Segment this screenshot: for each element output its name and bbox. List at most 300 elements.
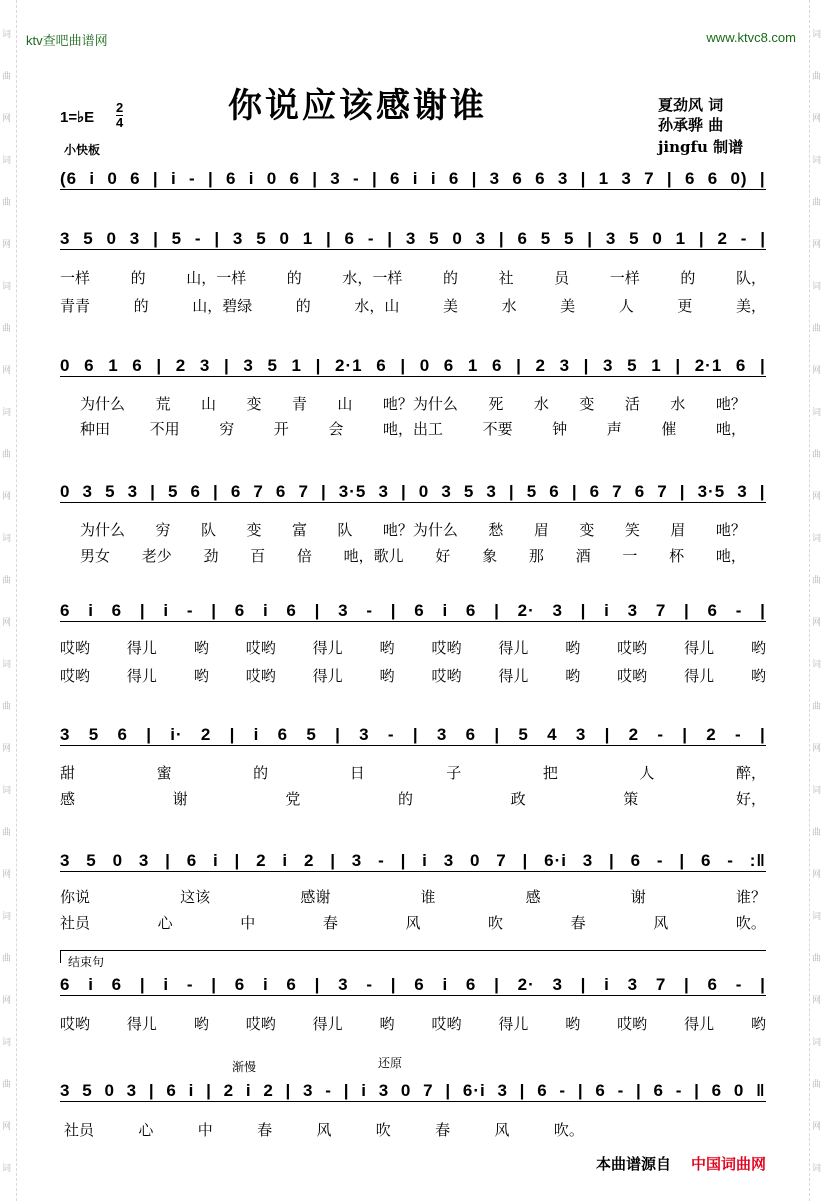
token: 党 [285,790,301,808]
token: 6 [465,601,477,620]
token: 3 [60,229,71,248]
token: | [471,169,478,188]
arranger-credit: jingfu 制谱 [658,138,744,156]
token: 3 [243,356,254,375]
tempo-marking: 小快板 [64,143,101,157]
token: 变 [579,395,595,413]
token: 6 [465,975,477,994]
token: 哎哟 [617,667,648,685]
token: 美， [735,297,766,315]
token: i [163,601,170,620]
token: 6 [84,356,95,375]
token: | [580,601,587,620]
token: 0 [400,1081,412,1100]
token: | [152,169,159,188]
token: 穷 [219,420,235,438]
token: | [139,975,146,994]
token: | [494,601,500,620]
token: 会 [328,420,344,438]
token: 吹。 [735,914,766,932]
token: 哎哟 [60,667,91,685]
token: 3 [232,229,244,248]
token: i [262,975,269,994]
token: 6 [630,851,642,870]
side-watermark-glyph: 网 [2,618,12,628]
token: 中 [197,1121,213,1139]
token: | [153,229,159,248]
notation-line [60,1078,766,1108]
token: 3 [441,482,452,501]
a-tempo-marking: 还原 [378,1056,403,1070]
token: 6 [414,975,425,994]
token: 5 [627,356,638,375]
token: 吔，出工 [382,420,443,438]
key-signature: 1=♭E [60,109,95,126]
lyricist-credit: 夏劲风 词 [658,96,724,114]
token: 的 [133,297,149,315]
token: 不要 [482,420,513,438]
token: 6 [186,851,198,870]
lyric-verse-2 [60,912,766,933]
token: 的 [295,297,311,315]
token: | [156,356,163,375]
notation-line [60,848,766,878]
token: | [759,482,766,501]
side-watermark-glyph: 网 [812,366,822,376]
site-watermark-right: www.ktvc8.com [706,30,796,45]
token: 2 [303,851,315,870]
token: | [207,169,214,188]
token: 3 [486,482,497,501]
token: 1 [675,229,687,248]
token: - [735,975,743,994]
token: | [445,1081,452,1100]
token: 2 [200,725,212,744]
token: 得儿 [684,639,715,657]
token: i [442,601,449,620]
token: | [498,229,505,248]
token: 5 [306,725,317,744]
side-watermark-glyph: 网 [2,492,12,502]
token: 2 [628,725,640,744]
side-watermark-glyph: 曲 [812,828,822,838]
token: - [366,601,373,620]
token: :‖ [749,851,766,870]
token: 2 [256,851,267,870]
token: 哎哟 [617,1015,648,1033]
token: 6 [443,356,455,375]
token: 哟 [565,1015,581,1033]
side-watermark-glyph: 词 [812,660,822,670]
token: i· [170,725,183,744]
token: 5 [518,725,529,744]
token: | [759,169,766,188]
token: | [234,851,241,870]
token: 3 [60,725,71,744]
token: 水 [501,297,517,315]
token: 为什么 [80,521,126,539]
token: 6 [230,482,242,501]
token: 5 [540,229,552,248]
token: 变 [579,521,595,539]
token: 6 [130,169,141,188]
token: 人 [618,297,634,315]
side-watermark-glyph: 词 [812,156,822,166]
token: 队 [337,521,353,539]
token: 劲 [203,547,219,565]
token: 4 [547,725,558,744]
token: 老少 [141,547,172,565]
token: | [372,169,378,188]
token: - [657,725,664,744]
token: 5 [629,229,640,248]
token: 2 [717,229,728,248]
token: 的 [130,269,146,287]
token: 5 [463,482,475,501]
token: | [343,1081,350,1100]
token: 山 [200,395,216,413]
side-watermark-glyph: 词 [2,1164,12,1174]
token: 哎哟 [60,1015,91,1033]
token: 0 [279,229,290,248]
token: 6 [414,601,425,620]
lyric-verse-1 [60,1013,766,1034]
token: | [325,229,332,248]
time-signature [116,101,123,130]
token: 醉， [735,764,766,782]
token: 3 [82,482,93,501]
side-watermark-glyph: 曲 [812,72,822,82]
token: 策 [623,790,639,808]
lyric-verse-2 [60,665,766,686]
token: 酒 [575,547,591,565]
token: | [577,1081,584,1100]
token: 得儿 [126,639,157,657]
token: 队， [735,269,766,287]
token: 5 [83,229,94,248]
source-credit [596,1153,766,1174]
token: 5 [167,482,179,501]
token: | [314,601,321,620]
side-watermark-glyph: 曲 [812,450,822,460]
token: | [330,851,336,870]
token: 3 [359,725,370,744]
token: | [580,169,587,188]
notation-line [60,166,766,196]
token: | [679,482,686,501]
token: 眉 [533,521,549,539]
notation-line [60,353,766,383]
token: i [88,975,94,994]
token: 5 [564,229,575,248]
lyric-verse-1 [60,267,766,288]
token: 5 [256,229,267,248]
token: 死 [488,395,504,413]
lyric-verse-1 [80,519,746,540]
token: 活 [624,395,640,413]
token: 中 [240,914,256,932]
token: 穷 [155,521,171,539]
side-watermark-glyph: 曲 [812,1080,822,1090]
token: 7 [655,975,667,994]
source-label: 本曲谱源自 [596,1155,672,1173]
token: | [522,851,529,870]
token: i [212,851,219,870]
token: ‖ [756,1081,766,1100]
token: 6 [448,169,460,188]
rhythm-underline [60,995,766,996]
token: | [760,229,766,248]
token: 风 [494,1121,510,1139]
token: i [245,1081,252,1100]
token: 0 [419,356,431,375]
token: 3 [303,1081,314,1100]
token: 哟 [193,1015,209,1033]
token: 你说 [60,888,91,906]
token: | [400,482,407,501]
site-watermark-left: ktv查吧曲谱网 [26,33,108,48]
token: 1 [291,356,302,375]
token: 为什么 [80,395,126,413]
token: 一样 [609,269,640,287]
token: 队 [200,521,216,539]
side-watermark-glyph: 词 [812,912,822,922]
token: 社员 [60,914,91,932]
notation-line [60,972,766,1002]
token: 6 [111,975,123,994]
token: 感 [525,888,541,906]
token: 美 [442,297,458,315]
rhythm-underline [60,249,766,250]
ending-bracket [60,950,766,951]
lyric-verse-2 [60,788,766,809]
token: 3 [351,851,363,870]
token: 日 [349,764,365,782]
ending-label: 结束句 [68,955,105,969]
token: - [186,975,194,994]
token: 3 [60,1081,71,1100]
token: 吔？为什么 [382,521,458,539]
token: - [366,975,373,994]
notation-line [60,479,766,509]
token: 风 [653,914,669,932]
token: | [165,851,171,870]
token: 6 [517,229,528,248]
token: i [604,601,610,620]
token: 6 [653,1081,664,1100]
side-watermark-glyph: 曲 [812,198,822,208]
token: 百 [250,547,266,565]
token: 哟 [193,639,209,657]
token: i [442,975,449,994]
token: i [430,169,437,188]
side-watermark-glyph: 曲 [812,324,822,334]
token: 3 [621,169,632,188]
token: 6 [286,601,297,620]
token: 2 [175,356,187,375]
token: i [422,851,428,870]
token: 的 [286,269,302,287]
token: 3 [126,1081,138,1100]
token: 3 [443,851,455,870]
side-watermark-glyph: 词 [812,534,822,544]
token: 笑 [624,521,640,539]
side-watermark-glyph: 曲 [812,576,822,586]
token: 荒 [155,395,171,413]
token: 0 [418,482,430,501]
token: 变 [246,521,262,539]
token: 的 [253,764,269,782]
token: 6 [700,851,712,870]
side-watermark-glyph: 曲 [2,702,12,712]
token: 3 [603,356,614,375]
token: - [353,169,360,188]
token: 男女 [80,547,111,565]
token: | [148,1081,155,1100]
token: - [735,725,742,744]
token: 7 [655,601,667,620]
token: | [390,975,397,994]
rhythm-underline [60,502,766,503]
token: 7 [423,1081,434,1100]
lyric-verse-1 [60,762,766,783]
token: 政 [510,790,526,808]
side-watermark-glyph: 词 [812,1164,822,1174]
token: 2 [706,725,717,744]
token: 哟 [565,639,581,657]
token: | [223,356,230,375]
token: 那 [528,547,544,565]
token: 3 [405,229,417,248]
token: 6 [535,169,546,188]
token: 7 [657,482,668,501]
token: 6 [376,356,387,375]
composer-credit: 孙承骅 曲 [658,116,724,134]
token: 3 [127,482,139,501]
side-watermark-glyph: 网 [2,240,12,250]
side-watermark-glyph: 网 [812,618,822,628]
token: 3 [378,482,389,501]
time-signature-top: 2 [116,100,124,115]
token: 杯 [669,547,685,565]
token: | [206,1081,212,1100]
lyric-verse-1 [80,393,746,414]
token: 谢 [172,790,188,808]
token: | [494,725,501,744]
token: 的 [442,269,458,287]
side-watermark-glyph: 曲 [812,702,822,712]
token: | [229,725,236,744]
token: 春 [435,1121,451,1139]
side-watermark-glyph: 曲 [2,198,12,208]
token: 社员 [64,1121,95,1139]
source-brand: 中国词曲网 [691,1155,767,1173]
token: | [139,601,146,620]
token: | [312,169,319,188]
token: | [635,1081,642,1100]
token: 山 [337,395,353,413]
token: 3 [129,229,141,248]
token: 3 [378,1081,390,1100]
rhythm-underline [60,621,766,622]
token: 3 [605,229,617,248]
token: 的 [680,269,696,287]
token: - [617,1081,625,1100]
token: 6 [277,725,289,744]
side-watermark-glyph: 网 [2,870,12,880]
token: 3 [557,169,569,188]
token: | [698,229,705,248]
token: | [320,482,327,501]
token: | [150,482,156,501]
token: - [559,1081,567,1100]
song-title: 你说应该感谢谁 [228,86,487,126]
token: 6 [344,229,356,248]
lyric-verse-2 [80,545,746,566]
notation-line [60,722,766,752]
token: 得儿 [126,667,157,685]
token: i [361,1081,367,1100]
token: 哎哟 [245,1015,276,1033]
rhythm-underline [60,1101,766,1102]
token: 2· [517,975,535,994]
token: 吔？ [715,395,746,413]
token: 富 [291,521,307,539]
side-watermark-glyph: 网 [812,240,822,250]
notation-line [60,598,766,628]
token: i [248,169,255,188]
side-watermark-glyph: 词 [812,30,822,40]
token: 0 [106,229,117,248]
token: 声 [606,420,622,438]
token: 种田 [80,420,111,438]
token: 吔？为什么 [382,395,458,413]
token: 春 [322,914,338,932]
token: 3 [582,851,594,870]
token: | [315,356,322,375]
token: 5 [171,229,183,248]
token: | [213,482,219,501]
token: 6 [707,601,719,620]
token: 0 [266,169,278,188]
token: 1 [651,356,662,375]
token: 吹 [488,914,504,932]
token: 6 [735,356,747,375]
token: 6 [286,975,297,994]
token: 7 [253,482,264,501]
token: 哟 [565,667,581,685]
token: - [367,229,375,248]
token: | [516,356,522,375]
token: 员 [554,269,570,287]
token: | [146,725,152,744]
token: | [412,725,419,744]
token: 山，碧绿 [192,297,253,315]
token: 倍 [296,547,312,565]
side-watermark-glyph: 网 [812,114,822,124]
token: | [679,851,686,870]
side-watermark-glyph: 网 [2,114,12,124]
token: 愁 [488,521,504,539]
token: 6 [234,975,246,994]
token: 6 [225,169,237,188]
token: 钟 [552,420,568,438]
token: i [412,169,419,188]
token: 得儿 [498,667,529,685]
token: 5 [429,229,440,248]
left-watermark-strip [0,0,17,1201]
side-watermark-glyph: 网 [2,996,12,1006]
